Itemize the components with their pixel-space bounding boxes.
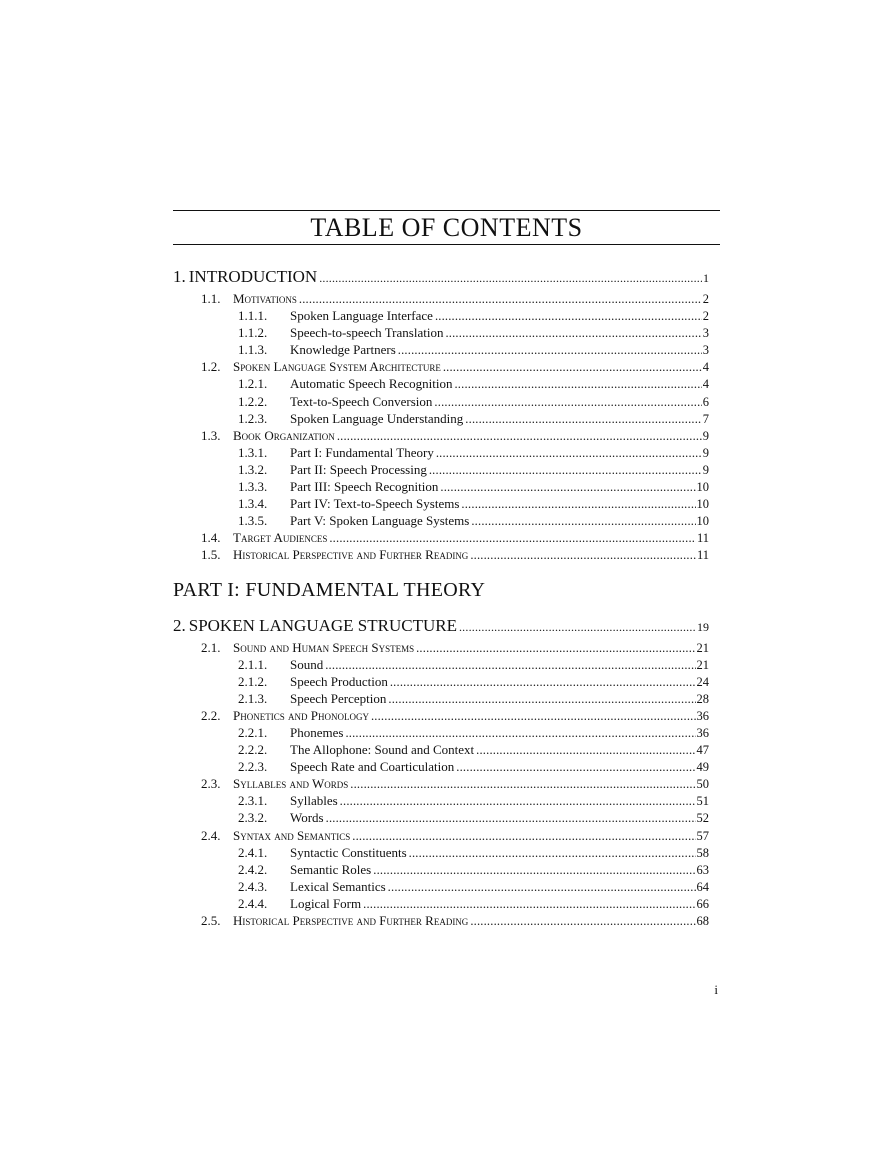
toc-entry-section <box>173 707 709 724</box>
toc-entry-title: Part IV: Text-to-Speech Systems <box>290 496 460 512</box>
toc-entry-subsection <box>173 375 709 392</box>
toc-leader-dots <box>470 547 696 563</box>
toc-entry-section <box>173 546 709 563</box>
toc-leader-dots <box>325 657 695 673</box>
toc-entry-title: Motivations <box>233 291 297 306</box>
toc-leader-dots <box>340 793 696 809</box>
toc-entry-subsection <box>173 809 709 826</box>
toc-entry-number: 2. <box>173 615 186 635</box>
toc-leader-dots <box>390 674 696 690</box>
toc-entry-subsection <box>173 307 709 324</box>
toc-entry-page: 47 <box>696 743 709 758</box>
toc-entry-title: Part V: Spoken Language Systems <box>290 513 470 529</box>
toc-entry-page: 11 <box>696 531 709 546</box>
toc-entry-number: 2.5. <box>201 913 221 928</box>
toc-entry-title: Lexical Semantics <box>290 878 386 894</box>
toc-entry-number: 1.3.5. <box>238 513 268 529</box>
toc-entry-number: 1.3.3. <box>238 479 268 495</box>
toc-entry-number: 1.1. <box>201 291 221 306</box>
toc-leader-dots <box>443 359 702 375</box>
toc-entry-number: 2.3. <box>201 776 221 792</box>
toc-entry-title: Automatic Speech Recognition <box>290 376 453 392</box>
toc-entry-title: Speech Rate and Coarticulation <box>290 759 455 775</box>
toc-entry-subsection <box>173 410 709 427</box>
toc-entry-page: 21 <box>696 657 709 672</box>
toc-entry-number: 1.1.3. <box>238 342 268 358</box>
toc-leader-dots <box>299 291 702 307</box>
toc-entry-section <box>173 639 709 656</box>
toc-entry-page: 36 <box>696 725 709 740</box>
toc-entry-page: 10 <box>696 514 709 529</box>
toc-leader-dots <box>337 428 702 444</box>
toc-entry-page: 24 <box>696 674 709 689</box>
toc-entry-page: 64 <box>696 879 709 894</box>
toc-entry-number: 1.3. <box>201 427 221 443</box>
toc-entry-title: Phonemes <box>290 724 344 740</box>
toc-entry-number: 1.2.1. <box>238 376 268 392</box>
title-rule-top <box>173 210 720 211</box>
toc-leader-dots <box>465 411 701 427</box>
toc-entry-title: Phonetics and Phonology <box>233 707 369 723</box>
toc-entry-number: 1.2. <box>201 359 221 375</box>
toc-entry-page: 58 <box>696 845 709 860</box>
toc-leader-dots <box>454 376 701 392</box>
toc-entry-number: 2.4.3. <box>238 878 268 894</box>
toc-entry-number: 1. <box>173 267 186 286</box>
toc-leader-dots <box>398 342 702 358</box>
toc-entry-number: 1.1.2. <box>238 325 268 341</box>
toc-leader-dots <box>429 462 702 478</box>
toc-entry-section <box>173 290 709 307</box>
toc-entry-title: PART I: FUNDAMENTAL THEORY <box>173 578 486 601</box>
toc-entry-title: Syllables and Words <box>233 776 349 792</box>
toc-leader-dots <box>459 614 696 639</box>
toc-entry-page: 9 <box>702 445 709 460</box>
toc-entry-subsection <box>173 758 709 775</box>
toc-entry-part <box>173 573 720 607</box>
toc-entry-subsection <box>173 690 709 707</box>
toc-entry-number: 1.1.1. <box>238 308 268 324</box>
toc-leader-dots <box>326 810 696 826</box>
page-title: TABLE OF CONTENTS <box>310 213 583 242</box>
toc-entry-subsection <box>173 792 709 809</box>
toc-entry-page: 49 <box>696 760 709 775</box>
toc-entry-title: Spoken Language Interface <box>290 308 433 324</box>
toc-entry-page: 7 <box>702 411 709 426</box>
toc-entry-page: 11 <box>696 548 709 563</box>
toc-leader-dots <box>329 530 696 546</box>
title-rule-bottom <box>173 244 720 245</box>
toc-entry-section <box>173 427 709 444</box>
toc-entry-subsection <box>173 341 709 358</box>
page-number: i <box>714 982 718 997</box>
toc-entry-section <box>173 912 709 929</box>
toc-entry-title: Words <box>290 810 324 826</box>
toc-entry-chapter <box>173 264 709 290</box>
toc-entry-page: 36 <box>696 708 709 723</box>
toc-entry-title: Logical Form <box>290 895 362 911</box>
toc-entry-number: 2.2.3. <box>238 759 268 775</box>
toc-entry-title: Target Audiences <box>233 530 328 546</box>
toc-entry-title: Part II: Speech Processing <box>290 461 427 477</box>
toc-leader-dots <box>388 691 695 707</box>
toc-entry-number: 2.4.4. <box>238 895 268 911</box>
toc-leader-dots <box>471 513 695 529</box>
toc-leader-dots <box>371 708 696 724</box>
toc-entry-subsection <box>173 656 709 673</box>
toc-leader-dots <box>461 496 695 512</box>
toc-entry-page: 28 <box>696 691 709 706</box>
toc-entry-number: 2.3.2. <box>238 810 268 826</box>
toc-entry-page: 57 <box>696 828 709 843</box>
toc-entry-subsection <box>173 878 709 895</box>
toc-entry-subsection <box>173 673 709 690</box>
toc-leader-dots <box>440 479 695 495</box>
toc-entry-page: 1 <box>703 271 709 285</box>
toc-entry-title: Syntactic Constituents <box>290 844 407 860</box>
toc-entry-page: 52 <box>696 811 709 826</box>
toc-entry-subsection <box>173 724 709 741</box>
toc-entry-page: 66 <box>696 896 709 911</box>
toc-entry-number: 1.2.2. <box>238 393 268 409</box>
toc-entry-page: 2 <box>702 292 709 306</box>
toc-entry-number: 2.1.2. <box>238 673 268 689</box>
toc-entry-subsection <box>173 461 709 478</box>
toc-entry-title: Sound and Human Speech Systems <box>233 639 415 655</box>
toc-entry-title: Spoken Language Understanding <box>290 410 464 426</box>
toc-entry-page: 2 <box>702 309 709 324</box>
toc-entry-subsection <box>173 324 709 341</box>
toc-leader-dots <box>434 394 701 410</box>
toc-entry-section <box>173 529 709 546</box>
toc-leader-dots <box>435 308 702 324</box>
toc-entry-number: 1.5. <box>201 547 221 563</box>
toc-entry-page: 3 <box>702 326 709 341</box>
toc-entry-number: 2.2.2. <box>238 742 268 758</box>
toc-leader-dots <box>352 828 695 844</box>
toc-leader-dots <box>436 445 702 461</box>
toc-entry-title: Text-to-Speech Conversion <box>290 393 433 409</box>
toc-entry-number: 1.3.4. <box>238 496 268 512</box>
toc-entry-subsection <box>173 495 709 512</box>
toc-entry-number: 2.1.1. <box>238 656 268 672</box>
toc-entry-page: 51 <box>696 794 709 809</box>
toc-entry-title: Part III: Speech Recognition <box>290 479 439 495</box>
toc-entry-page: 63 <box>696 862 709 877</box>
toc-leader-dots <box>476 742 695 758</box>
toc-entry-subsection <box>173 741 709 758</box>
toc-entry-title: Syntax and Semantics <box>233 827 351 843</box>
toc-leader-dots <box>350 776 695 792</box>
toc-entry-number: 1.3.2. <box>238 461 268 477</box>
toc-entry-title: Speech Perception <box>290 690 387 706</box>
toc-entry-page: 50 <box>696 777 709 792</box>
toc-entry-number: 2.2. <box>201 707 221 723</box>
toc-leader-dots <box>363 896 695 912</box>
toc-entry-number: 1.2.3. <box>238 410 268 426</box>
toc-entry-title: Book Organization <box>233 427 335 443</box>
toc-entry-title: Sound <box>290 656 324 672</box>
toc-entry-page: 9 <box>702 462 709 477</box>
toc-entry-page: 10 <box>696 497 709 512</box>
toc-entry-chapter <box>173 613 709 639</box>
toc-leader-dots <box>388 879 696 895</box>
toc-leader-dots <box>345 725 695 741</box>
toc-entry-subsection <box>173 478 709 495</box>
toc-entry-title: Syllables <box>290 793 338 809</box>
toc-entry-section <box>173 358 709 375</box>
toc-leader-dots <box>319 265 702 290</box>
toc-entry-number: 2.2.1. <box>238 724 268 740</box>
toc-entry-subsection <box>173 512 709 529</box>
toc-entry-number: 2.3.1. <box>238 793 268 809</box>
toc-leader-dots <box>409 845 696 861</box>
table-of-contents <box>173 264 720 929</box>
toc-entry-number: 2.4. <box>201 827 221 843</box>
toc-leader-dots <box>470 913 695 929</box>
toc-entry-title: The Allophone: Sound and Context <box>290 742 475 758</box>
toc-entry-subsection <box>173 393 709 410</box>
toc-entry-number: 2.1.3. <box>238 690 268 706</box>
toc-entry-number: 2.4.2. <box>238 861 268 877</box>
toc-entry-title: Speech Production <box>290 673 388 689</box>
toc-entry-number: 1.3.1. <box>238 444 268 460</box>
toc-entry-subsection <box>173 844 709 861</box>
toc-entry-subsection <box>173 861 709 878</box>
toc-entry-title: Speech-to-speech Translation <box>290 325 444 341</box>
toc-entry-page: 4 <box>702 360 709 375</box>
toc-entry-section <box>173 827 709 844</box>
toc-entry-subsection <box>173 895 709 912</box>
toc-entry-page: 68 <box>696 914 709 928</box>
toc-entry-number: 2.4.1. <box>238 844 268 860</box>
toc-entry-page: 21 <box>696 640 709 655</box>
toc-entry-page: 6 <box>702 394 709 409</box>
toc-leader-dots <box>373 862 695 878</box>
toc-entry-page: 3 <box>702 343 709 358</box>
toc-leader-dots <box>456 759 695 775</box>
toc-leader-dots <box>445 325 701 341</box>
toc-entry-page: 19 <box>697 619 709 634</box>
toc-entry-page: 10 <box>696 480 709 495</box>
toc-entry-title: Knowledge Partners <box>290 342 396 358</box>
toc-entry-title: SPOKEN LANGUAGE STRUCTURE <box>188 615 457 635</box>
toc-entry-page: 9 <box>702 428 709 443</box>
toc-entry-title: Semantic Roles <box>290 861 372 877</box>
toc-entry-page: 4 <box>702 377 709 392</box>
toc-entry-section <box>173 775 709 792</box>
toc-entry-title: Spoken Language System Architecture <box>233 359 441 375</box>
toc-entry-title: Historical Perspective and Further Reading <box>233 913 469 928</box>
toc-entry-number: 1.4. <box>201 530 221 546</box>
toc-leader-dots <box>416 640 695 656</box>
toc-entry-title: Part I: Fundamental Theory <box>290 444 434 460</box>
toc-entry-title: Historical Perspective and Further Reading <box>233 547 469 563</box>
toc-entry-title: INTRODUCTION <box>188 267 318 286</box>
toc-entry-number: 2.1. <box>201 639 221 655</box>
toc-entry-subsection <box>173 444 709 461</box>
